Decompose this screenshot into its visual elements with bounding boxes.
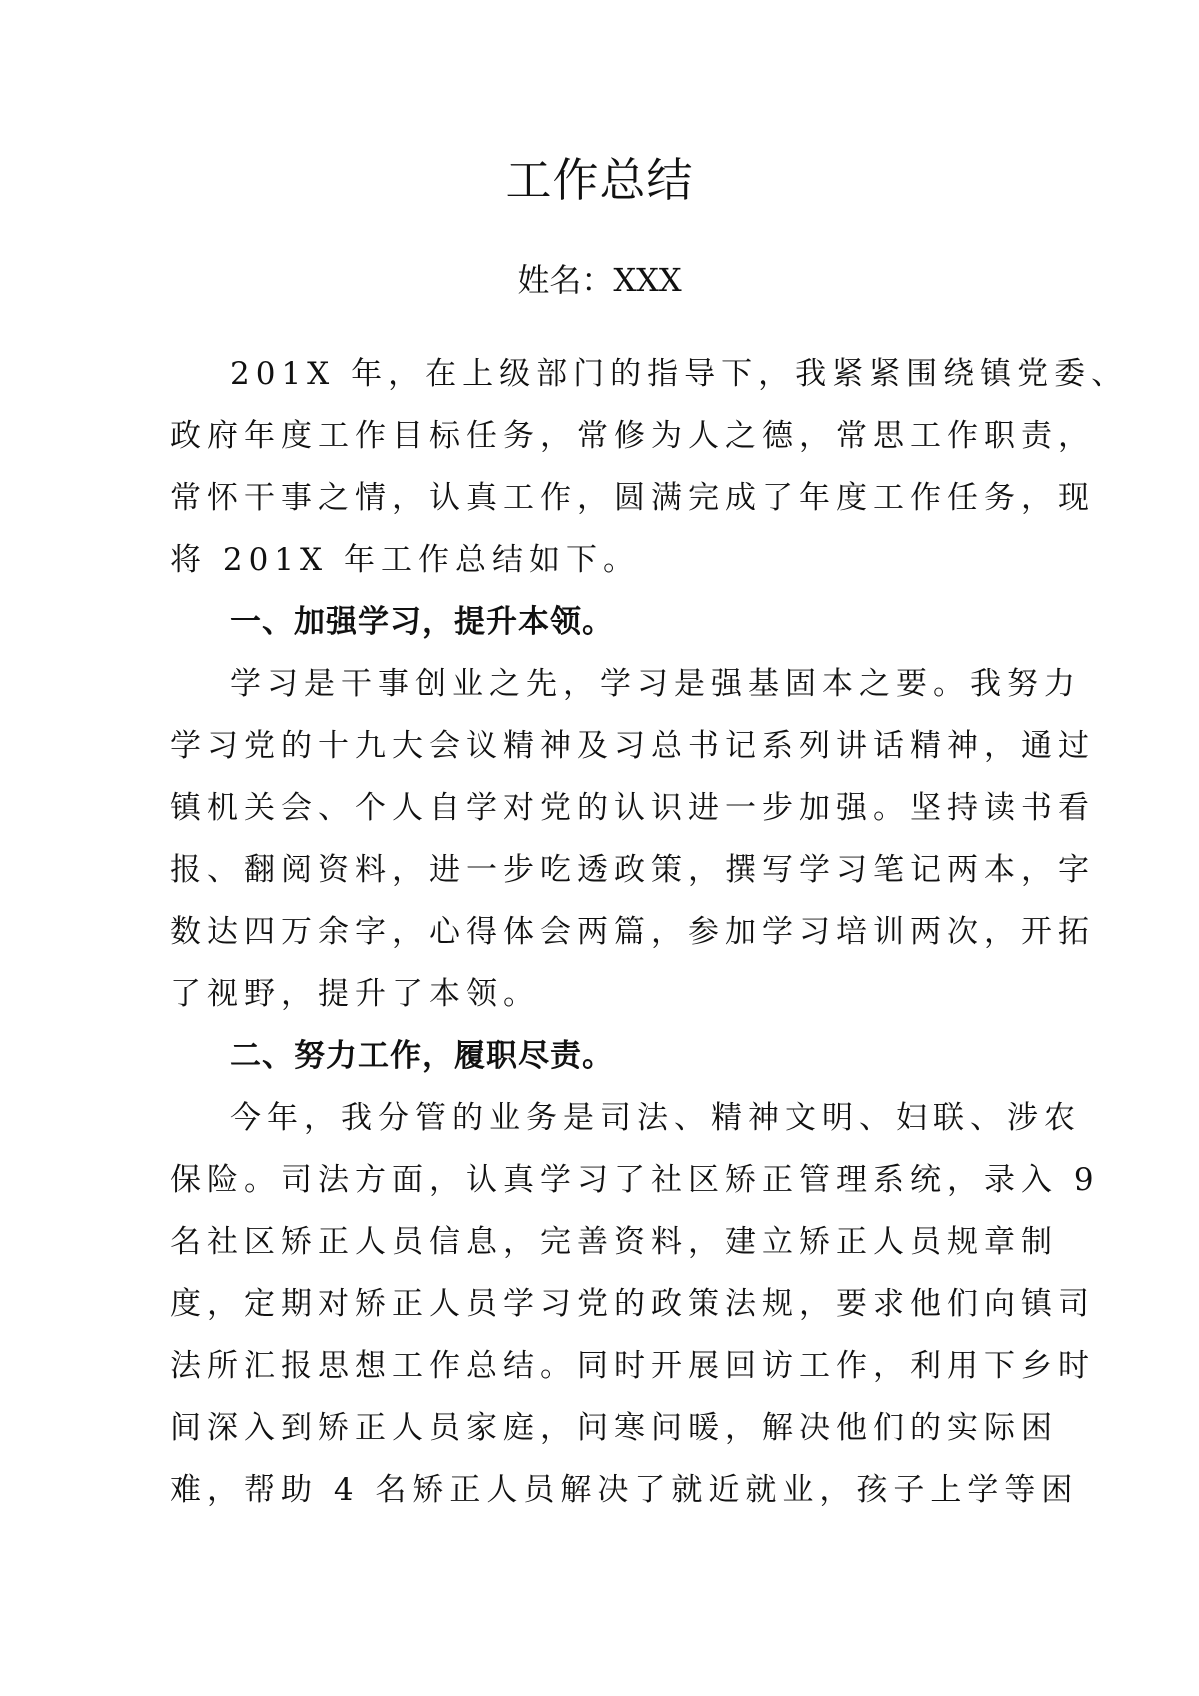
section-2-line-3: 名社区矫正人员信息，完善资料，建立矫正人员规章制 [170, 1224, 1058, 1260]
section-2-line-4: 度，定期对矫正人员学习党的政策法规，要求他们向镇司 [170, 1286, 1095, 1322]
section-2-line-1: 今年，我分管的业务是司法、精神文明、妇联、涉农 [230, 1100, 1081, 1136]
document-title: 工作总结 [505, 153, 694, 207]
section-1-line-6: 了视野，提升了本领。 [170, 976, 540, 1012]
section-1-line-2: 学习党的十九大会议精神及习总书记系列讲话精神，通过 [170, 728, 1095, 764]
section-2-line-7: 难，帮助 4 名矫正人员解决了就近就业，孩子上学等困 [170, 1472, 1079, 1508]
section-1-line-3: 镇机关会、个人自学对党的认识进一步加强。坚持读书看 [170, 790, 1095, 826]
section-1-line-4: 报、翻阅资料，进一步吃透政策，撰写学习笔记两本，字 [170, 852, 1095, 888]
section-1-line-5: 数达四万余字，心得体会两篇，参加学习培训两次，开拓 [170, 914, 1095, 950]
intro-line-3: 常怀干事之情，认真工作，圆满完成了年度工作任务，现 [170, 480, 1095, 516]
section-2-line-2: 保险。司法方面，认真学习了社区矫正管理系统，录入 9 [170, 1162, 1100, 1198]
section-1-heading: 一、加强学习，提升本领。 [230, 604, 614, 640]
intro-line-4: 将 201X 年工作总结如下。 [170, 542, 640, 578]
section-2-heading: 二、努力工作，履职尽责。 [230, 1038, 614, 1074]
section-2-line-6: 间深入到矫正人员家庭，问寒问暖，解决他们的实际困 [170, 1410, 1058, 1446]
section-2-line-5: 法所汇报思想工作总结。同时开展回访工作，利用下乡时 [170, 1348, 1095, 1384]
intro-line-2: 政府年度工作目标任务，常修为人之德，常思工作职责， [170, 418, 1095, 454]
author-line: 姓名：XXX [517, 261, 682, 299]
intro-line-1: 201X 年，在上级部门的指导下，我紧紧围绕镇党委、 [230, 356, 1129, 392]
section-1-line-1: 学习是干事创业之先，学习是强基固本之要。我努力 [230, 666, 1081, 702]
